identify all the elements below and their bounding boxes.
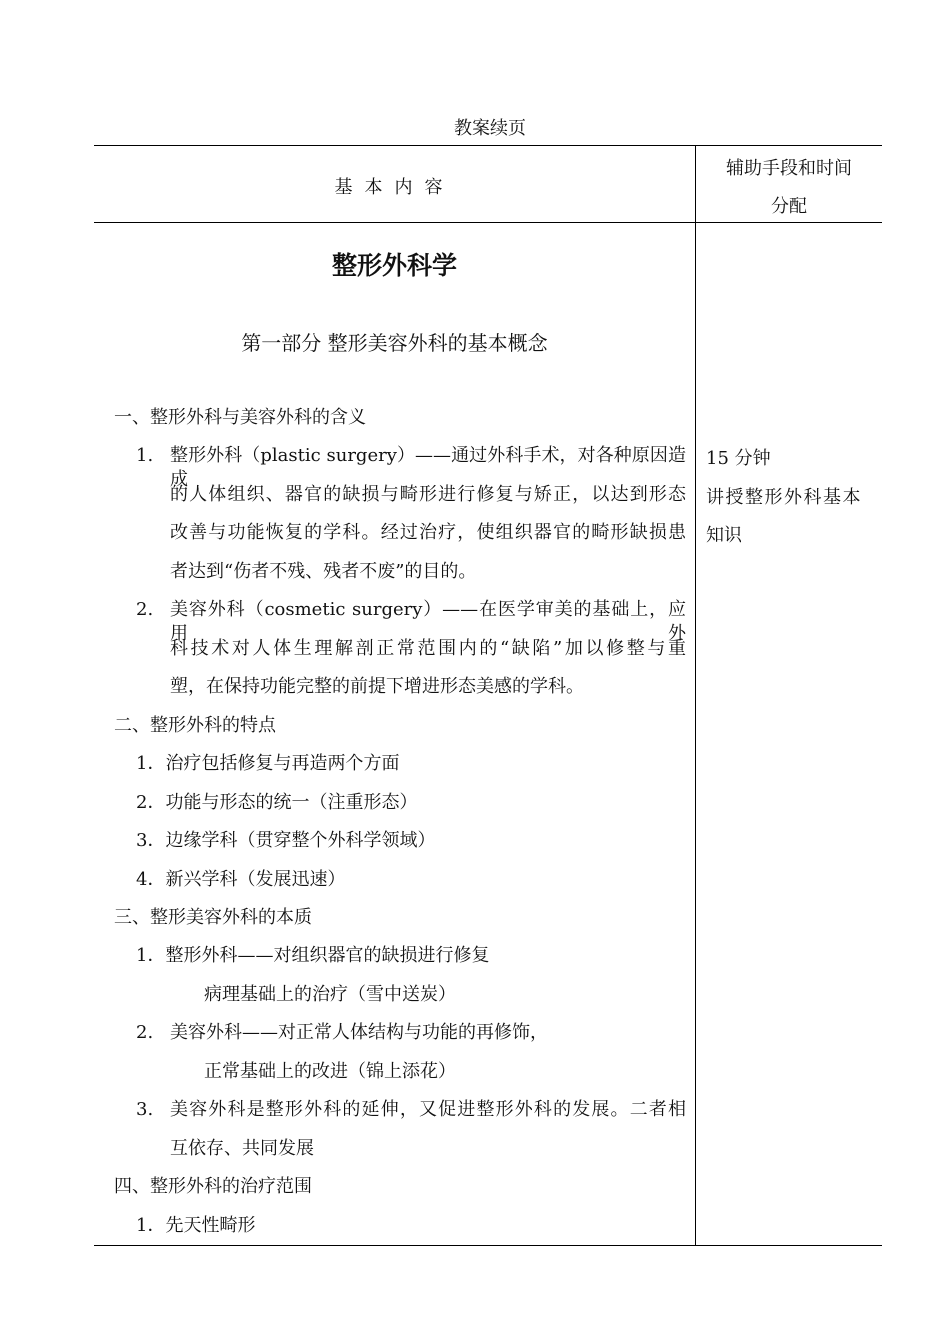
section-heading-1: 一、整形外科与美容外科的含义 — [114, 407, 366, 428]
column-header-aids-line1: 辅助手段和时间 — [726, 158, 852, 179]
item-number: 2. — [136, 1022, 154, 1043]
table-bottom-rule — [94, 1245, 882, 1246]
section-heading-2: 二、整形外科的特点 — [114, 715, 276, 736]
side-time-allocation: 15 分钟 — [706, 448, 771, 469]
list-item: 3．边缘学科（贯穿整个外科学领域） — [136, 830, 436, 851]
item-number: 2. — [136, 599, 154, 620]
item-text: 改善与功能恢复的学科。经过治疗，使组织器官的畸形缺损患 — [170, 522, 686, 543]
side-teaching-note: 知识 — [706, 525, 742, 546]
section-heading-4: 四、整形外科的治疗范围 — [114, 1176, 312, 1197]
list-item-sub: 病理基础上的治疗（雪中送炭） — [204, 984, 456, 1005]
column-header-aids-line2: 分配 — [771, 196, 807, 217]
item-text: 美容外科——对正常人体结构与功能的再修饰， — [170, 1022, 548, 1043]
list-item: 2．功能与形态的统一（注重形态） — [136, 792, 418, 813]
column-header-aids — [700, 150, 878, 226]
item-text: 美容外科（cosmetic surgery）——在医学审美的基础上，应用外 — [170, 599, 686, 644]
column-divider — [695, 145, 696, 1246]
column-header-content: 基本内容 — [334, 177, 455, 198]
table-top-rule — [94, 145, 882, 146]
item-text: 塑，在保持功能完整的前提下增进形态美感的学科。 — [170, 676, 584, 697]
item-number: 3. — [136, 1099, 154, 1120]
list-item: 4．新兴学科（发展迅速） — [136, 869, 346, 890]
item-text: 互依存、共同发展 — [170, 1138, 314, 1159]
page-header: 教案续页 — [454, 118, 526, 139]
item-text: 美容外科是整形外科的延伸，又促进整形外科的发展。二者相 — [170, 1099, 686, 1120]
part-title: 第一部分 整形美容外科的基本概念 — [241, 331, 548, 355]
list-item: 1．整形外科——对组织器官的缺损进行修复 — [136, 945, 490, 966]
item-text: 整形外科（plastic surgery）——通过外科手术，对各种原因造成 — [170, 445, 686, 490]
section-heading-3: 三、整形美容外科的本质 — [114, 907, 312, 928]
document-title: 整形外科学 — [331, 251, 457, 280]
list-item: 1．治疗包括修复与再造两个方面 — [136, 753, 400, 774]
list-item-sub: 正常基础上的改进（锦上添花） — [204, 1061, 456, 1082]
item-number: 1. — [136, 445, 154, 466]
list-item: 1．先天性畸形 — [136, 1215, 256, 1236]
side-teaching-note: 讲授整形外科基本 — [706, 487, 862, 508]
item-text: 者达到“伤者不残、残者不废”的目的。 — [170, 561, 477, 582]
item-text: 科技术对人体生理解剖正常范围内的“缺陷”加以修整与重 — [170, 638, 686, 659]
item-text: 的人体组织、器官的缺损与畸形进行修复与矫正，以达到形态 — [170, 484, 686, 505]
